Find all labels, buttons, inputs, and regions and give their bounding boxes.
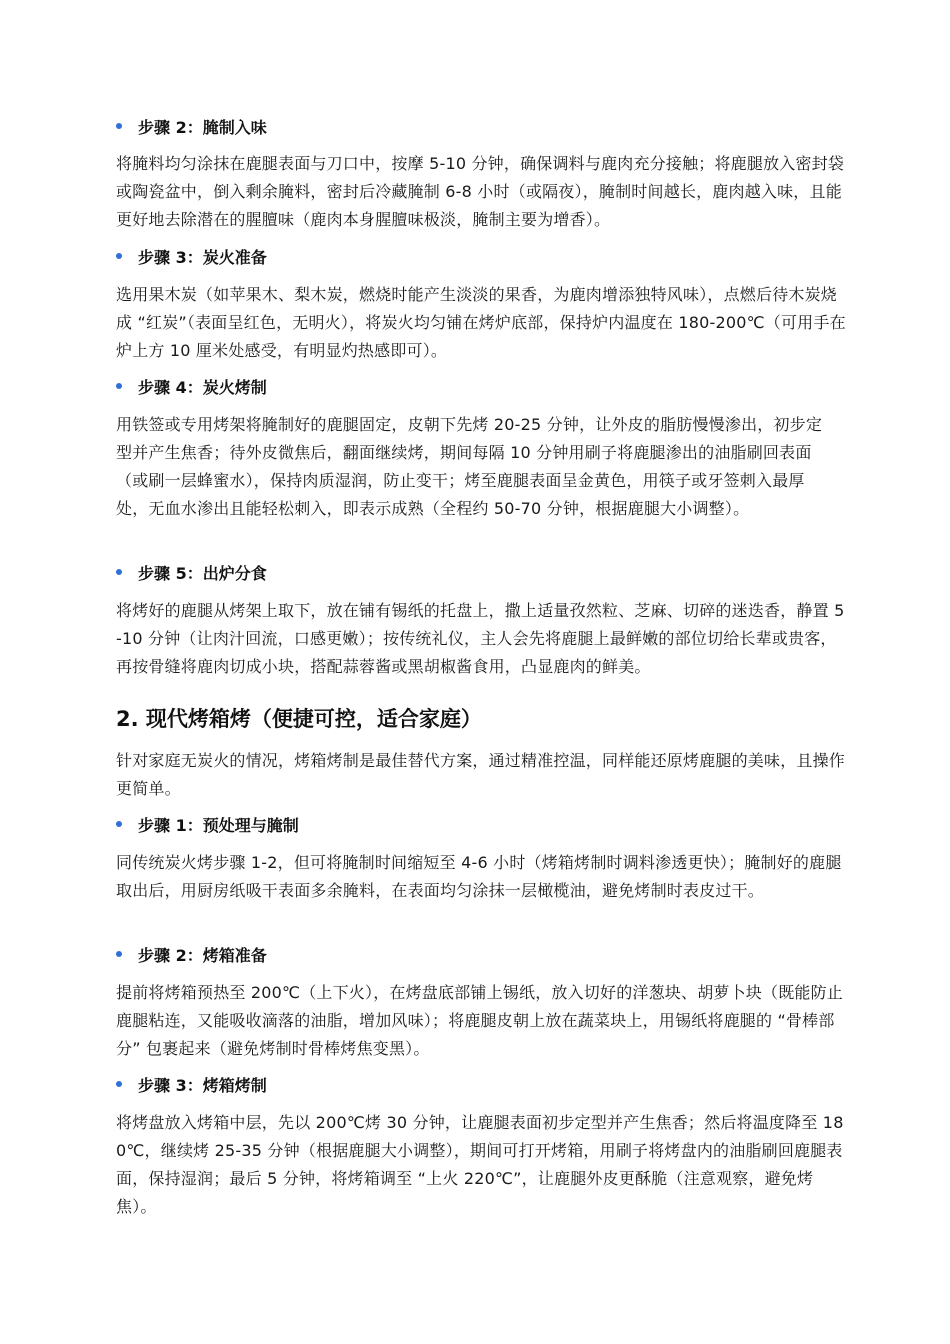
step-paragraph: 将腌料均匀涂抹在鹿腿表面与刀口中，按摩 5-10 分钟，确保调料与鹿肉充分接触；将鹿腿放入密封袋或陶瓷盆中，倒入剩余腌料，密封后冷藏腌制 6-8 小时（或隔夜），腌制时间越长，鹿肉越入味，且能更好地去除潜在的腥膻味（鹿肉本身腥膻味极淡，腌制主要为增香）。 (116, 154, 845, 229)
step-block (116, 815, 846, 836)
step-paragraph: 选用果木炭（如苹果木、梨木炭，燃烧时能产生淡淡的果香，为鹿肉增添独特风味），点燃后待木炭烧成 “红炭”（表面呈红色，无明火），将炭火均匀铺在烤炉底部，保持炉内温度在 180-200℃（可用手在炉上方 10 厘米处感受，有明显灼热感即可）。 (116, 285, 846, 360)
step-block (116, 1075, 846, 1096)
step-paragraph: 将烤好的鹿腿从烤架上取下，放在铺有锡纸的托盘上，撒上适量孜然粒、芝麻、切碎的迷迭香，静置 5-10 分钟（让肉汁回流，口感更嫩）；按传统礼仪，主人会先将鹿腿上最鲜嫩的部位切给长辈或贵客，再按骨缝将鹿肉切成小块，搭配蒜蓉酱或黑胡椒酱食用，凸显鹿肉的鲜美。 (116, 601, 845, 676)
step-heading (116, 563, 846, 584)
step-heading (116, 117, 846, 138)
step-label: 步骤 3：炭火准备 (138, 248, 267, 267)
step-block (116, 945, 846, 966)
step-heading (116, 247, 846, 268)
bullet-icon (116, 383, 122, 389)
step-heading (116, 815, 846, 836)
section-heading: 2. 现代烤箱烤（便捷可控，适合家庭） (116, 707, 482, 731)
step-paragraph: 同传统炭火烤步骤 1-2，但可将腌制时间缩短至 4-6 小时（烤箱烤制时调料渗透更快）；腌制好的鹿腿取出后，用厨房纸吸干表面多余腌料，在表面均匀涂抹一层橄榄油，避免烤制时表皮过干。 (116, 853, 842, 900)
bullet-icon (116, 123, 122, 129)
step-heading (116, 1075, 846, 1096)
bullet-icon (116, 951, 122, 957)
step-paragraph: 用铁签或专用烤架将腌制好的鹿腿固定，皮朝下先烤 20-25 分钟，让外皮的脂肪慢慢渗出，初步定型并产生焦香；待外皮微焦后，翻面继续烤，期间每隔 10 分钟用刷子将鹿腿渗出的油脂刷回表面（或刷一层蜂蜜水），保持肉质湿润，防止变干；烤至鹿腿表面呈金黄色，用筷子或牙签刺入最厚处，无血水渗出且能轻松刺入，即表示成熟（全程约 50-70 分钟，根据鹿腿大小调整）。 (116, 415, 823, 518)
step-block (116, 117, 846, 138)
bullet-icon (116, 821, 122, 827)
section-intro: 针对家庭无炭火的情况，烤箱烤制是最佳替代方案，通过精准控温，同样能还原烤鹿腿的美味，且操作更简单。 (116, 751, 846, 798)
step-block (116, 377, 846, 398)
step-label: 步骤 1：预处理与腌制 (138, 816, 299, 835)
step-heading (116, 945, 846, 966)
step-label: 步骤 2：烤箱准备 (138, 946, 267, 965)
bullet-icon (116, 253, 122, 259)
step-block (116, 563, 846, 584)
step-heading (116, 377, 846, 398)
bullet-icon (116, 569, 122, 575)
step-label: 步骤 3：烤箱烤制 (138, 1076, 267, 1095)
step-label: 步骤 2：腌制入味 (138, 118, 267, 137)
step-block (116, 247, 846, 268)
step-paragraph: 提前将烤箱预热至 200℃（上下火），在烤盘底部铺上锡纸，放入切好的洋葱块、胡萝卜块（既能防止鹿腿粘连，又能吸收滴落的油脂，增加风味）；将鹿腿皮朝上放在蔬菜块上，用锡纸将鹿腿的 “骨棒部分” 包裹起来（避免烤制时骨棒烤焦变黑）。 (116, 983, 843, 1058)
step-label: 步骤 5：出炉分食 (138, 564, 267, 583)
bullet-icon (116, 1081, 122, 1087)
step-label: 步骤 4：炭火烤制 (138, 378, 267, 397)
step-paragraph: 将烤盘放入烤箱中层，先以 200℃烤 30 分钟，让鹿腿表面初步定型并产生焦香；然后将温度降至 180℃，继续烤 25-35 分钟（根据鹿腿大小调整），期间可打开烤箱，用刷子将烤盘内的油脂刷回鹿腿表面，保持湿润；最后 5 分钟，将烤箱调至 “上火 220℃”，让鹿腿外皮更酥脆（注意观察，避免烤焦）。 (116, 1113, 844, 1216)
